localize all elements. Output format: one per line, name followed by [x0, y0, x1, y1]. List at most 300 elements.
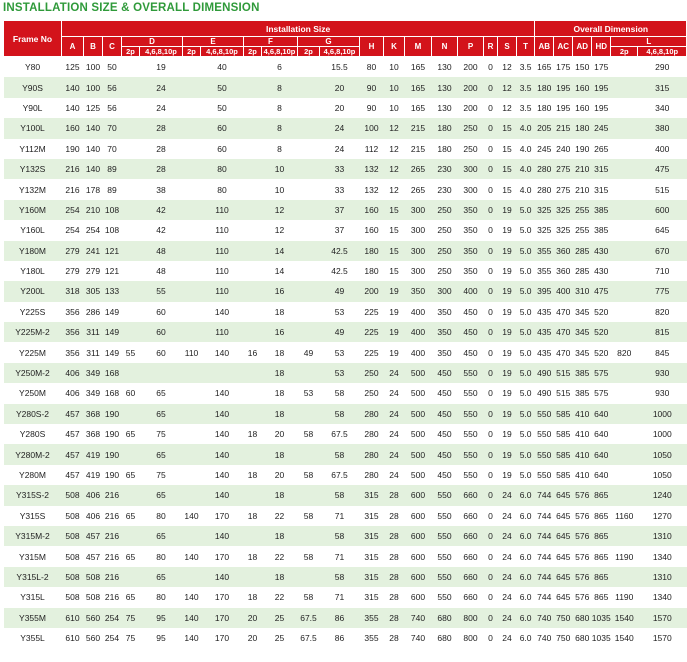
table-cell: 19 [498, 444, 517, 464]
table-cell: 24 [140, 77, 183, 97]
table-cell: 610 [62, 608, 84, 628]
table-cell: 58 [320, 444, 360, 464]
table-cell: 385 [592, 200, 611, 220]
table-cell: 508 [84, 587, 103, 607]
table-cell: 56 [103, 98, 122, 118]
frame-no-cell: Y225M-2 [4, 322, 62, 342]
table-cell: 4.0 [517, 139, 535, 159]
table-cell: 500 [405, 444, 432, 464]
table-cell: 930 [638, 383, 687, 403]
table-cell [298, 322, 320, 342]
table-cell: 12 [384, 159, 405, 179]
table-cell: 600 [405, 485, 432, 505]
table-cell: 140 [62, 77, 84, 97]
table-cell: 450 [432, 444, 458, 464]
table-cell: 49 [320, 322, 360, 342]
table-cell: 10 [262, 159, 298, 179]
table-cell: 65 [140, 526, 183, 546]
table-cell: 350 [458, 261, 484, 281]
table-cell: 345 [573, 322, 592, 342]
table-cell: 121 [103, 241, 122, 261]
table-cell: 14 [262, 261, 298, 281]
table-cell: 80 [140, 506, 183, 526]
frame-no-cell: Y225M [4, 342, 62, 362]
table-cell: 368 [84, 404, 103, 424]
header-l-2p: 2p [611, 47, 638, 57]
table-cell: 19 [498, 302, 517, 322]
table-cell: 28 [140, 159, 183, 179]
table-cell: 110 [201, 281, 244, 301]
table-cell: 508 [62, 587, 84, 607]
header-m: M [405, 37, 432, 57]
table-cell: 75 [140, 424, 183, 444]
table-cell: 225 [360, 322, 384, 342]
table-cell: 168 [103, 383, 122, 403]
table-cell: 16 [262, 281, 298, 301]
table-cell: 0 [484, 506, 498, 526]
table-cell: 19 [140, 57, 183, 78]
table-cell: 140 [183, 587, 201, 607]
table-cell [122, 98, 140, 118]
table-cell: 275 [554, 159, 573, 179]
table-cell: 325 [535, 220, 554, 240]
table-cell: 28 [140, 118, 183, 138]
table-cell: 345 [573, 302, 592, 322]
table-cell: 19 [498, 200, 517, 220]
header-b: B [84, 37, 103, 57]
table-cell: 130 [432, 57, 458, 78]
table-cell: 400 [405, 302, 432, 322]
table-cell: 457 [84, 546, 103, 566]
table-cell: 6.0 [517, 506, 535, 526]
table-cell: 175 [554, 57, 573, 78]
table-cell: 740 [535, 628, 554, 648]
table-cell: 250 [432, 261, 458, 281]
table-cell: 25 [262, 608, 298, 628]
table-cell: 15 [384, 200, 405, 220]
table-cell: 550 [432, 587, 458, 607]
table-cell: 356 [62, 302, 84, 322]
table-cell: 5.0 [517, 281, 535, 301]
table-cell: 90 [360, 77, 384, 97]
table-cell: 58 [298, 506, 320, 526]
table-cell: 435 [535, 302, 554, 322]
table-cell: 65 [122, 465, 140, 485]
table-cell: 740 [405, 628, 432, 648]
table-cell: 1570 [638, 608, 687, 628]
header-ab: AB [535, 37, 554, 57]
table-cell: 216 [103, 587, 122, 607]
table-cell: 19 [498, 241, 517, 261]
table-cell [611, 424, 638, 444]
table-cell [122, 261, 140, 281]
table-cell: 0 [484, 139, 498, 159]
table-cell: 660 [458, 546, 484, 566]
table-cell [122, 444, 140, 464]
table-cell: 19 [498, 424, 517, 444]
table-cell: 576 [573, 506, 592, 526]
table-cell: 19 [384, 322, 405, 342]
frame-no-cell: Y112M [4, 139, 62, 159]
table-cell: 585 [554, 424, 573, 444]
table-cell: 450 [432, 404, 458, 424]
table-cell: 86 [320, 628, 360, 648]
frame-no-cell: Y100L [4, 118, 62, 138]
table-cell: 168 [103, 363, 122, 383]
table-cell [201, 363, 244, 383]
table-cell: 450 [432, 383, 458, 403]
table-cell: 576 [573, 567, 592, 587]
table-cell: 70 [103, 118, 122, 138]
table-cell: 28 [384, 628, 405, 648]
table-cell: 1190 [611, 587, 638, 607]
table-cell: 140 [201, 404, 244, 424]
table-cell: 744 [535, 526, 554, 546]
table-cell: 58 [298, 465, 320, 485]
table-cell: 560 [84, 608, 103, 628]
table-cell: 140 [201, 567, 244, 587]
table-cell: 740 [405, 608, 432, 628]
table-cell [122, 485, 140, 505]
table-cell: 1190 [611, 546, 638, 566]
table-cell: 800 [458, 608, 484, 628]
table-cell: 65 [140, 383, 183, 403]
frame-no-cell: Y355M [4, 608, 62, 628]
table-row [4, 526, 687, 546]
table-cell: 165 [405, 98, 432, 118]
table-cell: 349 [84, 363, 103, 383]
table-cell: 140 [62, 98, 84, 118]
table-cell: 0 [484, 159, 498, 179]
table-cell: 10 [384, 98, 405, 118]
table-row [4, 220, 687, 240]
table-cell: 600 [638, 200, 687, 220]
table-cell [122, 363, 140, 383]
table-cell: 640 [592, 444, 611, 464]
table-cell: 110 [201, 200, 244, 220]
table-cell [611, 404, 638, 424]
table-cell: 140 [201, 526, 244, 546]
table-cell: 210 [84, 200, 103, 220]
table-cell: 500 [405, 383, 432, 403]
table-cell: 24 [140, 98, 183, 118]
table-cell: 5.0 [517, 342, 535, 362]
table-cell: 0 [484, 444, 498, 464]
table-cell: 8 [262, 139, 298, 159]
frame-no-cell: Y250M-2 [4, 363, 62, 383]
table-cell [183, 159, 201, 179]
frame-no-cell: Y132M [4, 179, 62, 199]
table-cell: 65 [140, 444, 183, 464]
table-cell: 325 [554, 200, 573, 220]
table-cell: 58 [320, 485, 360, 505]
table-cell: 355 [360, 608, 384, 628]
table-cell [183, 444, 201, 464]
table-cell [298, 363, 320, 383]
table-cell: 680 [573, 608, 592, 628]
table-cell: 286 [84, 302, 103, 322]
table-cell [611, 139, 638, 159]
header-g: G [298, 37, 360, 47]
table-cell: 24 [384, 444, 405, 464]
table-cell: 65 [122, 506, 140, 526]
table-cell: 24 [384, 363, 405, 383]
table-cell: 680 [432, 628, 458, 648]
table-cell: 254 [103, 608, 122, 628]
table-cell: 550 [535, 424, 554, 444]
table-cell [244, 179, 262, 199]
table-row [4, 281, 687, 301]
table-cell: 0 [484, 465, 498, 485]
table-cell: 350 [458, 241, 484, 261]
table-cell: 15 [384, 261, 405, 281]
table-cell: 0 [484, 526, 498, 546]
table-cell: 65 [122, 587, 140, 607]
table-cell [183, 363, 201, 383]
table-cell: 275 [554, 179, 573, 199]
table-cell: 660 [458, 587, 484, 607]
table-cell [244, 485, 262, 505]
table-cell [611, 241, 638, 261]
table-cell [244, 118, 262, 138]
table-cell: 660 [458, 506, 484, 526]
table-cell [298, 444, 320, 464]
table-cell: 24 [384, 404, 405, 424]
header-d-multi: 4,6,8,10p [140, 47, 183, 57]
table-cell: 356 [62, 342, 84, 362]
table-cell: 710 [638, 261, 687, 281]
table-cell: 24 [384, 383, 405, 403]
table-cell: 300 [405, 220, 432, 240]
table-cell: 205 [535, 118, 554, 138]
table-cell: 508 [84, 567, 103, 587]
table-cell: 24 [498, 628, 517, 648]
table-cell: 200 [360, 281, 384, 301]
table-cell: 40 [201, 57, 244, 78]
table-cell: 585 [554, 404, 573, 424]
table-cell [244, 200, 262, 220]
table-cell: 8 [262, 77, 298, 97]
table-cell: 470 [554, 322, 573, 342]
table-cell: 19 [384, 281, 405, 301]
table-cell [183, 241, 201, 261]
table-cell: 520 [592, 302, 611, 322]
table-cell: 24 [320, 139, 360, 159]
table-cell: 385 [573, 363, 592, 383]
table-cell: 0 [484, 77, 498, 97]
table-cell: 500 [405, 404, 432, 424]
table-cell: 660 [458, 526, 484, 546]
table-cell [611, 281, 638, 301]
table-cell: 100 [84, 77, 103, 97]
table-cell: 20 [244, 628, 262, 648]
header-hd: HD [592, 37, 611, 57]
table-row [4, 485, 687, 505]
table-cell: 140 [201, 342, 244, 362]
table-cell [244, 261, 262, 281]
table-cell: 190 [103, 424, 122, 444]
header-c: C [103, 37, 122, 57]
header-f-multi: 4,6,8,10p [262, 47, 298, 57]
table-cell [298, 118, 320, 138]
table-cell: 180 [360, 241, 384, 261]
table-cell [244, 302, 262, 322]
table-cell: 230 [432, 159, 458, 179]
table-cell [611, 77, 638, 97]
table-cell: 19 [384, 302, 405, 322]
table-cell [298, 77, 320, 97]
table-cell: 310 [573, 281, 592, 301]
table-cell: 315 [360, 546, 384, 566]
table-cell: 0 [484, 220, 498, 240]
table-cell: 65 [140, 485, 183, 505]
table-cell [298, 200, 320, 220]
table-cell: 280 [360, 404, 384, 424]
table-header [4, 21, 687, 57]
table-cell: 53 [298, 383, 320, 403]
table-cell: 1340 [638, 546, 687, 566]
table-cell: 22 [262, 506, 298, 526]
table-cell: 18 [262, 567, 298, 587]
table-cell: 680 [432, 608, 458, 628]
header-a: A [62, 37, 84, 57]
table-row [4, 383, 687, 403]
table-cell: 180 [535, 77, 554, 97]
table-cell: 350 [458, 220, 484, 240]
frame-no-cell: Y132S [4, 159, 62, 179]
table-cell: 132 [360, 159, 384, 179]
table-cell: 340 [638, 98, 687, 118]
table-cell: 71 [320, 587, 360, 607]
table-cell: 280 [360, 444, 384, 464]
table-cell [298, 281, 320, 301]
table-row [4, 241, 687, 261]
table-cell: 12 [262, 200, 298, 220]
table-cell: 6.0 [517, 587, 535, 607]
table-cell: 0 [484, 628, 498, 648]
table-cell: 930 [638, 363, 687, 383]
table-cell: 280 [360, 424, 384, 444]
table-cell: 28 [384, 587, 405, 607]
table-cell: 240 [554, 139, 573, 159]
table-cell: 58 [320, 404, 360, 424]
header-r: R [484, 37, 498, 57]
table-cell: 508 [62, 567, 84, 587]
table-cell: 350 [405, 281, 432, 301]
table-cell [298, 179, 320, 199]
table-cell: 350 [432, 322, 458, 342]
table-cell: 65 [122, 424, 140, 444]
table-cell: 95 [140, 608, 183, 628]
header-t: T [517, 37, 535, 57]
table-cell: 5.0 [517, 241, 535, 261]
table-cell: 58 [298, 546, 320, 566]
table-cell: 350 [432, 342, 458, 362]
table-cell: 110 [201, 241, 244, 261]
table-cell: 4.0 [517, 159, 535, 179]
table-cell: 19 [498, 322, 517, 342]
table-cell [611, 220, 638, 240]
table-row [4, 179, 687, 199]
table-cell: 250 [458, 139, 484, 159]
table-cell: 216 [62, 179, 84, 199]
table-cell: 0 [484, 98, 498, 118]
table-row [4, 506, 687, 526]
table-cell: 195 [554, 77, 573, 97]
table-cell: 15 [384, 241, 405, 261]
table-cell: 315 [360, 526, 384, 546]
table-cell: 28 [384, 608, 405, 628]
table-cell: 550 [458, 424, 484, 444]
table-cell: 300 [405, 261, 432, 281]
table-cell: 42 [140, 200, 183, 220]
table-cell: 24 [320, 118, 360, 138]
table-cell: 640 [592, 424, 611, 444]
table-cell [183, 424, 201, 444]
table-cell [183, 179, 201, 199]
table-row [4, 57, 687, 78]
table-cell: 89 [103, 159, 122, 179]
table-cell: 6.0 [517, 485, 535, 505]
table-cell [611, 465, 638, 485]
table-cell: 22 [262, 546, 298, 566]
table-cell: 0 [484, 57, 498, 78]
table-cell: 355 [535, 261, 554, 281]
table-cell [122, 241, 140, 261]
table-cell [611, 526, 638, 546]
table-cell: 24 [498, 587, 517, 607]
table-cell: 160 [573, 98, 592, 118]
frame-no-cell: Y90S [4, 77, 62, 97]
table-cell: 140 [84, 118, 103, 138]
table-cell: 385 [592, 220, 611, 240]
table-cell: 0 [484, 241, 498, 261]
table-cell: 15 [498, 139, 517, 159]
table-cell [183, 261, 201, 281]
table-cell [183, 567, 201, 587]
frame-no-cell: Y315M [4, 546, 62, 566]
table-cell: 645 [554, 546, 573, 566]
table-cell: 5.0 [517, 465, 535, 485]
table-cell: 508 [62, 485, 84, 505]
table-cell: 10 [384, 77, 405, 97]
header-ad: AD [573, 37, 592, 57]
table-cell: 216 [103, 485, 122, 505]
table-cell: 380 [638, 118, 687, 138]
table-cell: 25 [262, 628, 298, 648]
table-cell: 170 [201, 506, 244, 526]
table-cell: 406 [62, 383, 84, 403]
table-cell: 311 [84, 342, 103, 362]
table-cell: 576 [573, 526, 592, 546]
header-overall-dimension: Overall Dimension [535, 21, 687, 37]
table-cell: 18 [262, 302, 298, 322]
table-cell: 216 [103, 546, 122, 566]
table-cell: 406 [84, 506, 103, 526]
table-cell [298, 404, 320, 424]
table-cell: 58 [320, 383, 360, 403]
table-cell: 140 [201, 485, 244, 505]
table-cell: 80 [201, 179, 244, 199]
table-cell: 280 [535, 159, 554, 179]
table-cell: 67.5 [298, 608, 320, 628]
table-cell [244, 322, 262, 342]
table-cell: 100 [84, 57, 103, 78]
table-cell [611, 261, 638, 281]
table-cell: 180 [360, 261, 384, 281]
table-cell: 112 [360, 139, 384, 159]
table-cell: 585 [554, 465, 573, 485]
